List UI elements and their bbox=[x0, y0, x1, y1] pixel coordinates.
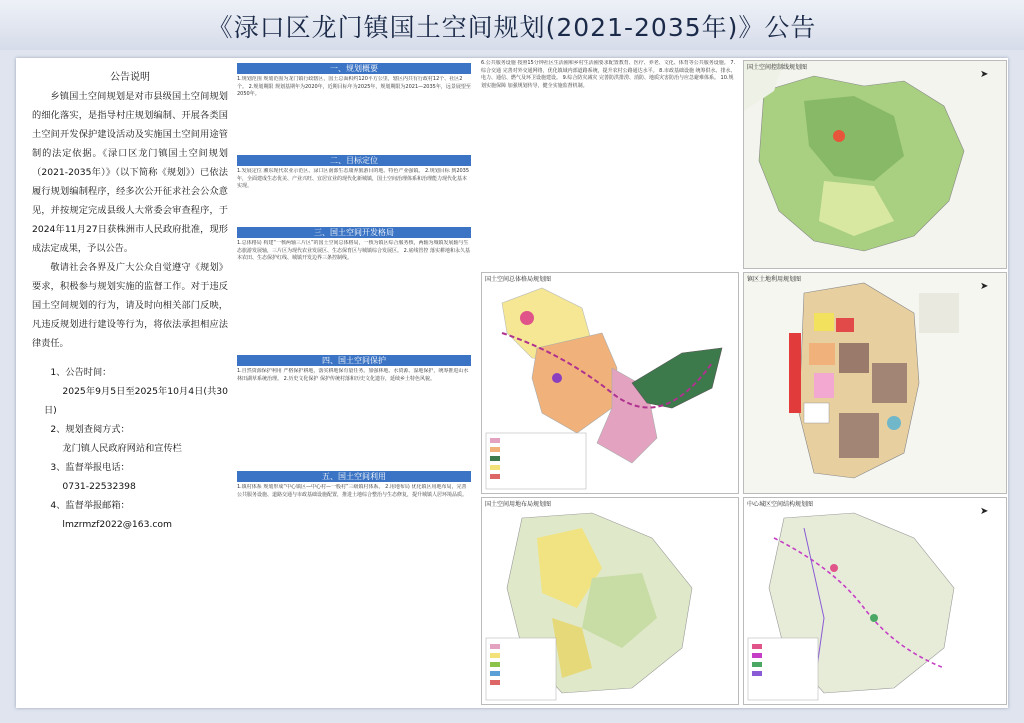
section-text-5: 1.镇村体系 规划形成“中心镇区—中心村—一般村”三级镇村体系。 2.用地布局 优化镇区用地布局，完善公共服务设施、道路交通与市政基础设施配置，推进土地综合整治与生态修复，提升城镇人居环境品质。 bbox=[237, 484, 468, 498]
map-center-structure-graphic bbox=[744, 498, 1006, 704]
notice-item-time-value: 2025年9月5日至2025年10月4日(共30日) bbox=[44, 386, 228, 416]
map-town-land-use-graphic bbox=[744, 273, 1006, 493]
map-overall-pattern bbox=[481, 272, 739, 494]
map-control-lines bbox=[743, 60, 1007, 269]
notice-column bbox=[32, 68, 228, 588]
map-title-1: 国土空间控制线规划图 bbox=[747, 64, 808, 71]
notice-item-view: 2、规划查阅方式： bbox=[50, 424, 130, 435]
north-arrow-icon: ➤ bbox=[980, 281, 989, 292]
detail-text: 6.公共服务设施 按照15分钟社区生活圈和乡村生活圈要求配置教育、医疗、养老、文化、体育等公共服务设施。 7.综合交通 完善对外交通网络，优化镇域内部道路系统，提升农村公路通达水平。 8.市政基础设施 统筹供水、排水、电力、通信、燃气及环卫设施建设。 9.综合防灾减灾 完善防洪排涝、消防、地质灾害防治与应急避难体系。 10.规划实施保障 加强规划传导，健全实施监督机制。 bbox=[481, 60, 736, 89]
notice-item-view-value: 龙门镇人民政府网站和宣传栏 bbox=[62, 443, 182, 454]
map-overall-pattern-graphic bbox=[482, 273, 738, 493]
map-center-structure bbox=[743, 497, 1007, 705]
section-head-1: 一、规划概要 bbox=[237, 63, 471, 74]
map-town-land-use bbox=[743, 272, 1007, 494]
notice-item-phone-value: 0731-22532398 bbox=[62, 481, 136, 492]
section-text-3: 1.总体格局 构建“一核两轴三片区”的国土空间总体格局，一核为镇区综合服务核，两轴为城镇发展轴与生态旅游发展轴，三片区为现代农业发展区、生态保育区与城镇综合发展区。 2.底线管控 落实耕地和永久基本农田、生态保护红线、城镇开发边界三条控制线。 bbox=[237, 240, 470, 262]
notice-item-time: 1、公告时间： bbox=[50, 367, 112, 378]
map-title-5: 中心城区空间结构规划图 bbox=[747, 501, 814, 508]
notice-heading: 公告说明 bbox=[110, 72, 150, 83]
section-head-5: 五、国土空间利用 bbox=[237, 471, 471, 482]
section-head-3: 三、国土空间开发格局 bbox=[237, 227, 471, 238]
north-arrow-icon: ➤ bbox=[980, 69, 989, 80]
notice-body-1: 乡镇国土空间规划是对市县级国土空间规划的细化落实，是指导村庄规划编制、开展各类国土空间开发保护建设活动及实施国土空间用途管制的法定依据。《渌口区龙门镇国土空间规划（2021-2035年）》（以下简称《规划》）已依法履行规划编制程序，经多次公开征求社会公众意见，并按规定完成县级人大常委会审查程序，于2024年11月27日获株洲市人民政府批准，现形成法定成果，予以公告。 bbox=[32, 91, 228, 254]
map-title-3: 镇区土地利用规划图 bbox=[747, 276, 802, 283]
plan-summary-column bbox=[237, 60, 471, 703]
map-control-lines-graphic bbox=[744, 61, 1006, 268]
section-text-2: 1.发展定位 湘东现代农业示范区、渌口区南部生态康养旅游目的地、特色产业强镇。 2.规划目标 到2035年，全面建成生态优美、产业兴旺、宜居宜业的现代化新城镇，国土空间治理体系和治理能力现代化基本实现。 bbox=[237, 168, 470, 190]
section-text-4: 1.自然资源保护利用 严格保护耕地，落实耕地保有量任务。加强林地、水资源、湿地保护，统筹推进山水林田湖草系统治理。 2.历史文化保护 保护传统村落和历史文化遗存，延续乡土特色风貌。 bbox=[237, 368, 469, 382]
map-title-4: 国土空间用地布局规划图 bbox=[485, 501, 552, 508]
notice-item-email: 4、监督举报邮箱： bbox=[50, 500, 130, 511]
notice-item-phone: 3、监督举报电话： bbox=[50, 462, 130, 473]
north-arrow-icon: ➤ bbox=[980, 506, 989, 517]
section-head-4: 四、国土空间保护 bbox=[237, 355, 471, 366]
notice-body-2: 敬请社会各界及广大公众自觉遵守《规划》要求，积极参与规划实施的监督工作。对于违反国土空间规划的行为，请及时向相关部门反映，凡违反规划进行建设等行为，将依法承担相应法律责任。 bbox=[32, 262, 228, 349]
notice-item-email-value: lmzrmzf2022@163.com bbox=[62, 519, 172, 530]
map-title-2: 国土空间总体格局规划图 bbox=[485, 276, 552, 283]
page-title: 《渌口区龙门镇国土空间规划(2021-2035年)》公告 bbox=[207, 13, 817, 42]
map-land-layout-graphic bbox=[482, 498, 738, 704]
map-land-layout bbox=[481, 497, 739, 705]
plan-detail-column bbox=[481, 60, 737, 270]
section-head-2: 二、目标定位 bbox=[237, 155, 471, 166]
section-text-1: 1.规划范围 规划范围为龙门镇行政辖区，国土总面积约120平方公里，辖区内共有行政村12个、社区2个。 2.规划期限 规划基期年为2020年，近期目标年为2025年，规划期限为2021—2035年，远景展望至2050年。 bbox=[237, 76, 471, 98]
